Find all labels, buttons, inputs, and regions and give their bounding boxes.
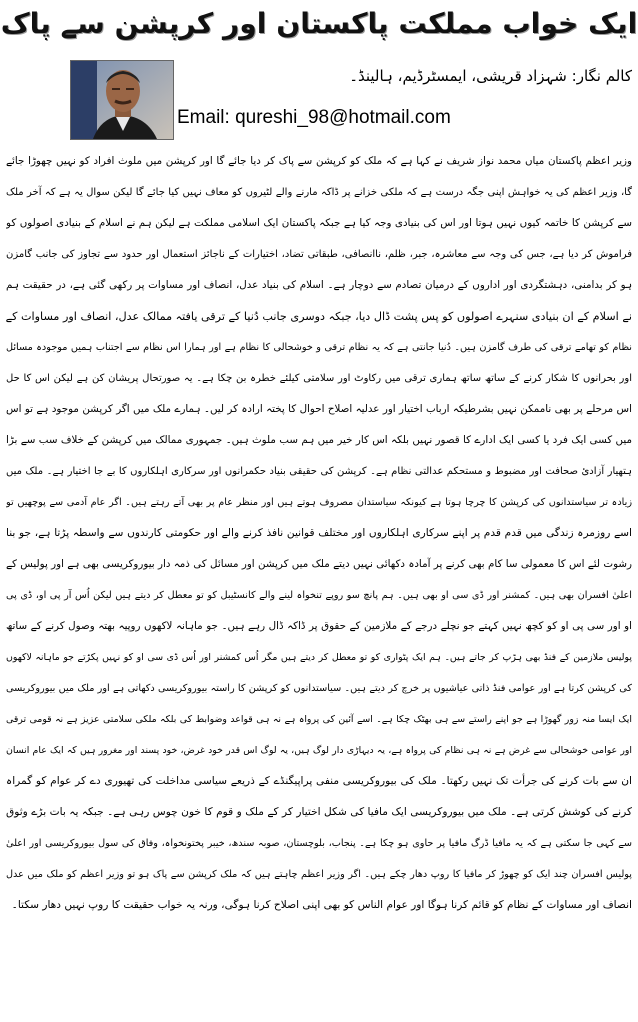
author-email: Email: qureshi_98@hotmail.com	[177, 107, 451, 128]
article-line: سے کہی جا سکتی ہے کہ یہ مافیا ڈرگ مافیا پر حاوی ہو چکا ہے۔ پنجاب، بلوچستان، صوبہ سندھ، خیبر پختونخواہ، وفاق کی سول بیوروکریسی اور اعلیٰ	[6, 838, 632, 849]
article-line: او اور سی پی او کو کچھ نہیں کہتے جو نچلے درجے کے ملازمین کے حقوق پر ڈاکہ ڈال رہے ہیں۔ جو ماہانہ لاکھوں روپیہ بھتہ وصول کرنے کے ساتھ	[6, 620, 632, 632]
article-line: نے اسلام کے ان بنیادی سنہرے اصولوں کو پس پشت ڈال دیا، جبکہ دوسری جانب دُنیا کے ترقی یافتہ ممالک عدل، انصاف اور مساوات کے	[6, 310, 632, 323]
author-photo-image	[71, 61, 173, 139]
article-line: اس مرحلے پر بھی ناممکن نہیں بشرطیکہ ارباب اختیار اور عدلیہ اصلاح احوال کا پختہ ارادہ کر لیں۔ ہمارے ملک میں اگر کرپشن موجود ہے تو اس	[6, 403, 632, 415]
article-body	[6, 146, 632, 921]
article-line: اور عوامی خوشحالی سے غرض ہے نہ ہی نظام کی پرواہ ہے، یہ دیہاڑی دار لوگ ہیں، یہ لوگ اس قدر خود غرض، خود پسند اور مغرور ہیں کہ ایک عام انسان	[6, 745, 632, 756]
article-line: رشوت لئے اس کا معمولی سا کام بھی کرنے پر آمادہ دکھائی نہیں دیتے ملک میں کرپشن اور مسائل کی ذمہ دار بیوروکریسی بھی ہے اور پولیس کے	[6, 558, 632, 570]
article-line: اعلیٰ افسران بھی ہیں۔ کمشنر اور ڈی سی او بھی ہیں۔ ہم پانچ سو روپے تنخواہ لینے والے کانسٹیبل کو تو معطل کر دیتے ہیں لیکن اُس آر پی او، ڈی پی	[6, 590, 632, 601]
article-line: گا، وزیر اعظم کی یہ خواہش اپنی جگہ درست ہے کہ ملکی خزانے پر ڈاکہ مارنے والے لٹیروں کو معاف نہیں کیا جائے گا لیکن سوال یہ ہے کہ آخر ملک	[6, 187, 632, 198]
article-line: اسے روزمرہ زندگی میں قدم قدم پر اپنے سرکاری اہلکاروں اور مختلف قوانین نافذ کرنے والے اور حکومتی کارندوں سے واسطہ پڑتا ہے، جو بنا	[6, 527, 632, 539]
article-headline: ایک خواب مملکت پاکستان اور کرپشن سے پاک	[0, 7, 638, 40]
article-line: فراموش کر دیا ہے، جس کی وجہ سے معاشرہ، جبر، ظلم، ناانصافی، طبقاتی تضاد، اختیارات کے ناجائز استعمال اور حدود سے تجاوز کی جانب گامزن	[6, 249, 632, 260]
author-photo	[70, 60, 174, 140]
article-line: میں کسی ایک فرد یا کسی ایک ادارے کا قصور نہیں بلکہ اس کار خیر میں ہم سب ملوث ہیں۔ جمہوری ممالک میں کرپشن کے خلاف سب سے بڑا	[6, 434, 632, 446]
article-line: کی کرپشن کرتا ہے اور عوامی فنڈ ذاتی عیاشیوں پر خرچ کر دیتے ہیں۔ سیاستدانوں کو کرپشن کا راستہ بیوروکریسی دکھاتی ہے اور ملک میں بیوروکریسی	[6, 683, 632, 694]
article-line: نظام کو تھامے ترقی کی طرف گامزن ہیں۔ دُنیا جانتی ہے کہ یہ نظام ترقی و خوشحالی کا نظام ہے اور ہمارا اس نظام سے اجتناب ہمیں موجودہ مسائل	[6, 342, 632, 353]
article-line: ہتھیار آزادیٔ صحافت اور مضبوط و مستحکم عدالتی نظام ہے۔ کرپشن کی حقیقی بنیاد حکمرانوں اور سرکاری اہلکاروں کا بے جا اختیار ہے۔ ملک میں	[6, 466, 632, 477]
article-line: ہو کر بدامنی، دہشتگردی اور اداروں کے درمیان تصادم سے دوچار ہے۔ اسلام کی بنیاد عدل، انصاف اور مساوات پر رکھی گئی ہے، در حقیقت ہم	[6, 279, 632, 291]
article-line: ان سے بات کرنے کی جرأت تک نہیں رکھتا۔ ملک کی بیوروکریسی منفی پراپیگنڈے کے ذریعے سیاسی مداخلت کی تھیوری دے کر عوام کو گمراہ	[6, 775, 632, 787]
article-line: ایک ایسا منہ زور گھوڑا ہے جو اپنے راستے سے ہی بھٹک چکا ہے۔ اسے آئین کی پرواہ ہے نہ ہی قواعد وضوابط کی بلکہ ملکی سلامتی عزیز ہے نہ قومی ترقی	[6, 714, 632, 725]
article-line: کرنے کی کوشش کرتی ہے۔ ملک میں بیوروکریسی ایک مافیا کی شکل اختیار کر کے ملک و قوم کا خون چوس رہی ہے۔ جبکہ یہ بات بڑے وثوق	[6, 806, 632, 818]
article-line: اور بحرانوں کا شکار کرنے کے ساتھ ساتھ ہماری ترقی میں رکاوٹ اور سلامتی کیلئے خطرہ بن چکا ہے۔ یہ صورتحال پریشان کن ہے لیکن اس کا حل	[6, 373, 632, 384]
article-line: سے کرپشن کا خاتمہ کیوں نہیں ہوتا اور اس کی بنیادی وجہ کیا ہے جبکہ پاکستان ایک اسلامی مملکت ہے لیکن ہم نے اسلام کے بنیادی اصولوں کو	[6, 217, 632, 229]
author-byline: کالم نگار: شہزاد قریشی، ایمسٹرڈیم، ہالینڈ۔	[349, 67, 632, 85]
article-line: پولیس افسران چند ایک کو چھوڑ کر مافیا کا روپ دھار چکے ہیں۔ اگر وزیر اعظم چاہتے ہیں کہ ملک کرپشن سے پاک ہو تو وزیر اعظم کو ملک میں عدل	[6, 869, 632, 880]
article-line: پولیس ملازمین کے فنڈ بھی ہڑپ کر جاتے ہیں۔ ہم ایک پٹواری کو تو معطل کر دیتے ہیں مگر اُس کمشنر اور اُس ڈی سی او کو نہیں پکڑتے جو ماہانہ لاکھوں	[6, 652, 632, 663]
article-line: زیادہ تر سیاستدانوں کی کرپشن کا چرچا ہوتا ہے کیونکہ سیاستدان مصروف ہوتے ہیں اور منظر عام پر بھی آتے رہتے ہیں۔ اگر عام آدمی سے پوچھیں تو	[6, 497, 632, 508]
article-line: وزیر اعظم پاکستان میاں محمد نواز شریف نے کہا ہے کہ ملک کو کرپشن سے پاک کر دیا جائے گا اور کرپشن میں ملوث افراد کو نہیں چھوڑا جائے	[6, 155, 632, 167]
article-line: انصاف اور مساوات کے نظام کو قائم کرنا ہوگا اور عوام الناس کو بھی اپنی اصلاح کرنا ہوگی، ورنہ یہ خواب حقیقت کا روپ نہیں دھار سکتا۔	[11, 899, 632, 911]
